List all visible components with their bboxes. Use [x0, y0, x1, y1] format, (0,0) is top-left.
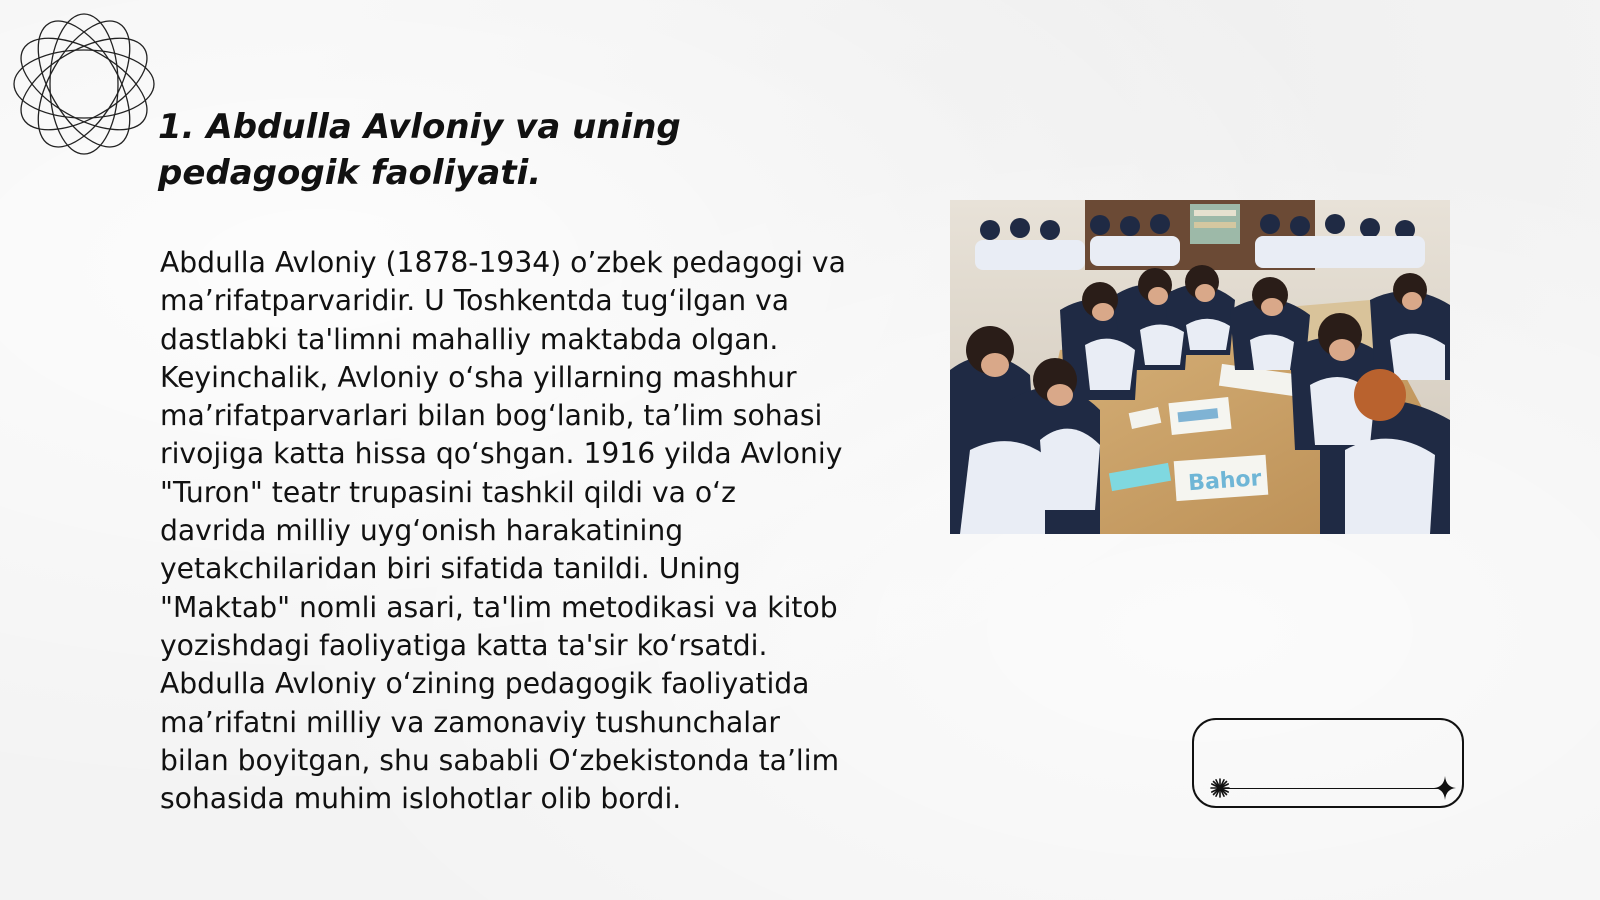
progress-card: [1192, 718, 1464, 808]
orbit-rings-icon: [10, 10, 158, 158]
body-paragraph: Abdulla Avloniy (1878-1934) o’zbek pedagogi va ma’rifatparvaridir. U Toshkentda tug‘ilgan va dastlabki ta'limni mahalliy maktabda olgan. Keyinchalik, Avloniy o‘sha yillarning mashhur ma’rifatparvarlari bilan bog‘lanib, ta’lim sohasi rivojiga katta hissa qo‘shgan. 1916 yilda Avloniy "Turon" teatr trupasini tashkil qildi va o‘z davrida milliy uyg‘onish harakatining yetakchilaridan biri sifatida tanildi. Uning "Maktab" nomli asari, ta'lim metodikasi va kitob yozishdagi faoliyatiga katta ta'sir ko‘rsatdi. Abdulla Avloniy o‘zining pedagogik faoliyatida ma’rifatni milliy va zamonaviy tushunchalar bilan boyitgan, shu sababli O‘zbekistonda ta’lim sohasida muhim islohotlar olib bordi.: [160, 246, 846, 816]
classroom-photo-illustration: [950, 200, 1450, 534]
slide-title: 1. Abdulla Avloniy va uning pedagogik faoliyati.: [158, 107, 681, 193]
classroom-photo: [950, 200, 1450, 534]
progress-line: [1218, 788, 1444, 789]
photo-sign-text: Bahor: [1187, 466, 1263, 497]
four-point-star-icon: [1434, 776, 1456, 800]
